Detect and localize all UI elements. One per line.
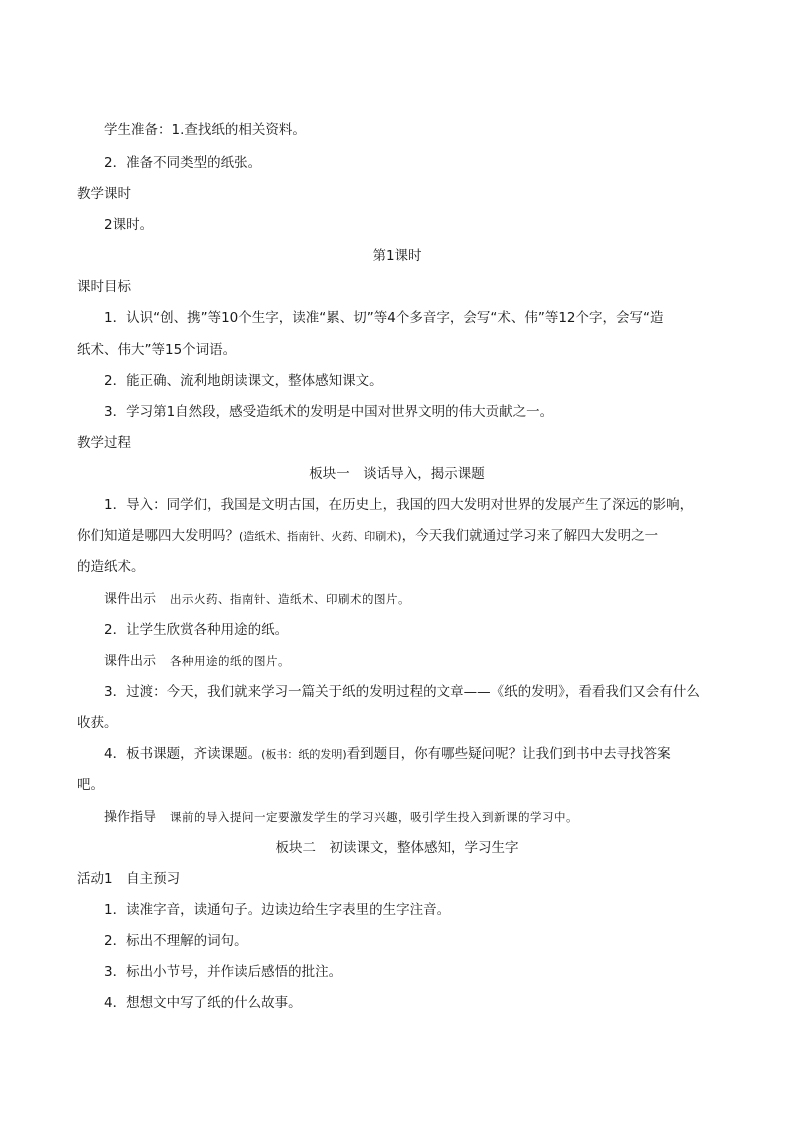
courseware-label: 课件出示 xyxy=(104,654,157,669)
block-2-title: 板块二 初读课文，整体感知，学习生字 xyxy=(275,840,519,856)
step-1-answer-note: (造纸术、指南针、火药、印刷术) xyxy=(239,530,402,543)
goal-2: 2．能正确、流利地朗读课文，整体感知课文。 xyxy=(104,373,383,389)
operation-guide-label: 操作指导 xyxy=(104,810,157,825)
activity-1-item-4: 4．想想文中写了纸的什么故事。 xyxy=(104,995,302,1011)
teaching-periods-value: 2课时。 xyxy=(104,217,154,233)
operation-guide-text: 课前的导入提问一定要激发学生的学习兴趣，吸引学生投入到新课的学习中。 xyxy=(170,810,579,824)
student-prep-line-2: 2．准备不同类型的纸张。 xyxy=(104,155,262,171)
lesson-title: 第1课时 xyxy=(372,248,422,264)
courseware-label: 课件出示 xyxy=(104,592,157,607)
courseware-text: 各种用途的纸的图片。 xyxy=(170,654,291,668)
step-1-question: 你们知道是哪四大发明吗？ xyxy=(77,528,239,544)
step-4-text: 4．板书课题，齐读课题。 xyxy=(104,746,262,762)
step-4-line-b: 吧。 xyxy=(77,777,104,793)
courseware-note-1 xyxy=(104,590,410,609)
step-1-line-b xyxy=(77,527,658,546)
courseware-note-2 xyxy=(104,652,290,671)
activity-1-item-1: 1．读准字音，读通句子。边读边给生字表里的生字注音。 xyxy=(104,902,451,918)
step-1-line-a: 1．导入：同学们，我国是文明古国，在历史上，我国的四大发明对世界的发展产生了深远的影响， xyxy=(104,497,694,513)
step-4-line-a xyxy=(104,745,671,764)
step-2: 2．让学生欣赏各种用途的纸。 xyxy=(104,622,289,638)
step-4-continuation: 看到题目，你有哪些疑问呢？让我们到书中去寻找答案 xyxy=(346,746,671,762)
operation-guide-note xyxy=(104,808,578,827)
section-heading-teaching-periods: 教学课时 xyxy=(77,186,131,202)
step-3-line-b: 收获。 xyxy=(77,715,118,731)
block-1-title: 板块一 谈话导入，揭示课题 xyxy=(309,466,485,482)
student-prep-line-1: 学生准备：1.查找纸的相关资料。 xyxy=(104,122,306,138)
step-1-continuation: ，今天我们就通过学习来了解四大发明之一 xyxy=(401,528,659,544)
step-3-line-a: 3．过渡：今天，我们就来学习一篇关于纸的发明过程的文章——《纸的发明》，看看我们又会有什么 xyxy=(104,684,700,700)
goal-1-line-a: 1．认识“创、携”等10个生字，读准“累、切”等4个多音字，会写“术、伟”等12个字，会写“造 xyxy=(104,310,664,326)
activity-1-item-3: 3．标出小节号，并作读后感悟的批注。 xyxy=(104,964,343,980)
section-heading-goals: 课时目标 xyxy=(77,279,131,295)
step-1-line-c: 的造纸术。 xyxy=(77,559,145,575)
courseware-text: 出示火药、指南针、造纸术、印刷术的图片。 xyxy=(170,592,411,606)
section-heading-process: 教学过程 xyxy=(77,435,131,451)
activity-1-item-2: 2．标出不理解的词句。 xyxy=(104,933,248,949)
activity-1-heading: 活动1 自主预习 xyxy=(77,871,181,887)
goal-3: 3．学习第1自然段，感受造纸术的发明是中国对世界文明的伟大贡献之一。 xyxy=(104,404,554,420)
step-4-blackboard-note: (板书：纸的发明) xyxy=(261,748,347,761)
goal-1-line-b: 纸术、伟大”等15个词语。 xyxy=(77,342,237,358)
